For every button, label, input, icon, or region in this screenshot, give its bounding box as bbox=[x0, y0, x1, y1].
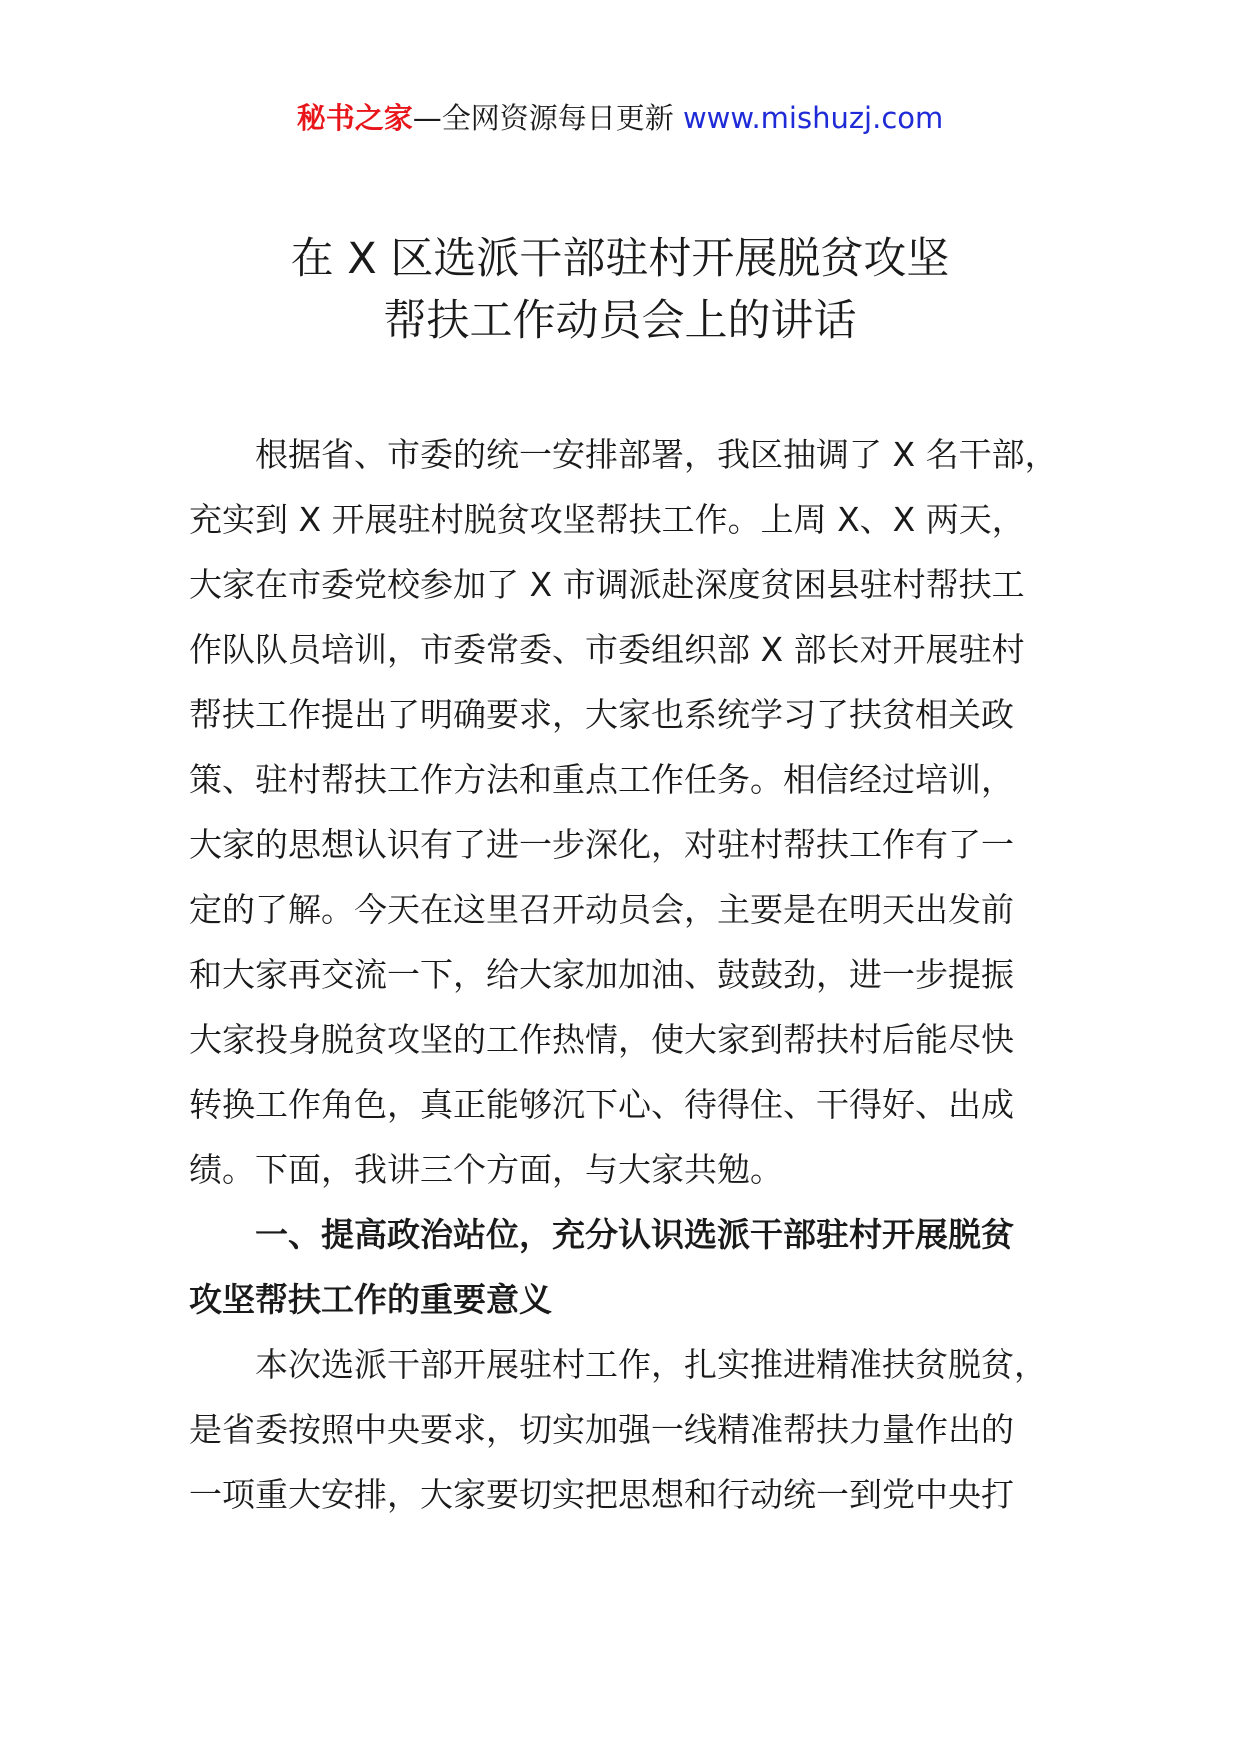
document-body bbox=[189, 422, 1058, 1527]
paragraph-2-line: 一项重大安排，大家要切实把思想和行动统一到党中央打 bbox=[189, 1475, 1014, 1514]
title-line-1: 在 X 区选派干部驻村开展脱贫攻坚 bbox=[290, 234, 950, 284]
section-heading-1-line: 攻坚帮扶工作的重要意义 bbox=[189, 1280, 552, 1319]
brand-name: 秘书之家 bbox=[296, 101, 413, 135]
paragraph-1-line: 根据省、市委的统一安排部署，我区抽调了 X 名干部， bbox=[255, 435, 1058, 474]
paragraph-2-line: 是省委按照中央要求，切实加强一线精准帮扶力量作出的 bbox=[189, 1410, 1014, 1449]
paragraph-1-line: 和大家再交流一下，给大家加加油、鼓鼓劲，进一步提振 bbox=[189, 955, 1014, 994]
header-tagline: —全网资源每日更新 bbox=[412, 101, 683, 135]
section-heading-1-line: 一、提高政治站位，充分认识选派干部驻村开展脱贫 bbox=[255, 1215, 1014, 1254]
site-header-banner bbox=[0, 98, 1240, 138]
paragraph-1-line: 定的了解。今天在这里召开动员会，主要是在明天出发前 bbox=[189, 890, 1014, 929]
paragraph-1-line: 绩。下面，我讲三个方面，与大家共勉。 bbox=[189, 1150, 783, 1189]
document-title bbox=[0, 228, 1240, 352]
site-url-link[interactable]: www.mishuzj.com bbox=[682, 101, 944, 135]
paragraph-1-line: 策、驻村帮扶工作方法和重点工作任务。相信经过培训， bbox=[189, 760, 1014, 799]
paragraph-1-line: 大家的思想认识有了进一步深化，对驻村帮扶工作有了一 bbox=[189, 825, 1014, 864]
paragraph-1-line: 帮扶工作提出了明确要求，大家也系统学习了扶贫相关政 bbox=[189, 695, 1014, 734]
paragraph-1-line: 作队队员培训，市委常委、市委组织部 X 部长对开展驻村 bbox=[189, 630, 1025, 669]
paragraph-1-line: 大家投身脱贫攻坚的工作热情，使大家到帮扶村后能尽快 bbox=[189, 1020, 1014, 1059]
paragraph-1-line: 充实到 X 开展驻村脱贫攻坚帮扶工作。上周 X、X 两天， bbox=[189, 500, 1025, 539]
paragraph-1-line: 转换工作角色，真正能够沉下心、待得住、干得好、出成 bbox=[189, 1085, 1014, 1124]
title-line-2: 帮扶工作动员会上的讲话 bbox=[383, 296, 857, 346]
paragraph-1-line: 大家在市委党校参加了 X 市调派赴深度贫困县驻村帮扶工 bbox=[189, 565, 1025, 604]
paragraph-2-line: 本次选派干部开展驻村工作，扎实推进精准扶贫脱贫， bbox=[255, 1345, 1047, 1384]
